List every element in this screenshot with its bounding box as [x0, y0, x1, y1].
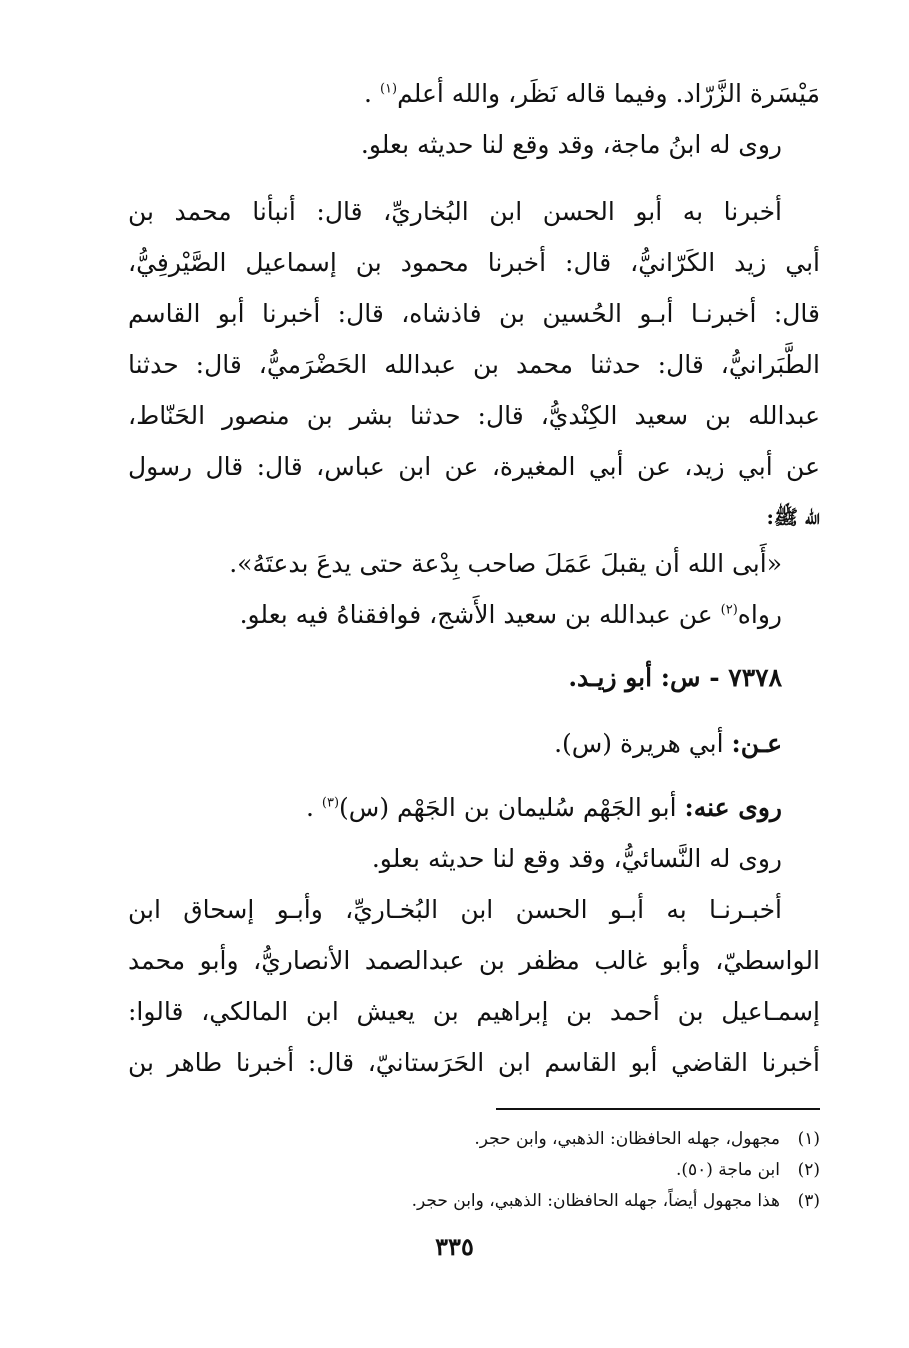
text-line: أخبرنا القاضي أبو القاسم ابن الحَرَستانيّ، قال: أخبرنا طاهر بن — [128, 1048, 820, 1077]
line-end: . — [306, 793, 322, 822]
line-text: أبي هريرة (س). — [554, 729, 732, 758]
text-line: روى له ابنُ ماجة، وقد وقع لنا حديثه بعلو. — [360, 130, 782, 159]
paragraph-isnad-1 — [128, 186, 820, 543]
hadith-text: «أَبى الله أن يقبلَ عَمَلَ صاحب بِدْعة حتى يدعَ بدعتَهُ». — [229, 549, 782, 578]
text-line — [128, 718, 820, 769]
line-end: . — [364, 79, 380, 108]
text-line: أبي زيد الكَرّانيُّ، قال: أخبرنا محمود بن إسماعيل الصَّيْرفِيُّ، — [128, 248, 820, 277]
rawa-block — [128, 782, 820, 884]
page-number: ٣٣٥ — [435, 1232, 474, 1261]
an-label: عـن: — [731, 729, 782, 758]
footnote-text: مجهول، جهله الحافظان: الذهبي، وابن حجر. — [474, 1129, 780, 1149]
text-line: أخبـرنـا به أبـو الحسن ابن البُخـاريِّ، وأبـو إسحاق ابن — [128, 895, 782, 924]
entry-block — [128, 652, 820, 703]
footnote-ref: (٢) — [720, 602, 738, 618]
footnote — [300, 1186, 820, 1217]
line-text: مَيْسَرة الزَّرّاد. وفيما قاله نَظَر، والله أعلم — [397, 79, 820, 108]
line-text: رواه — [737, 600, 782, 629]
line-text: عن عبدالله بن سعيد الأَشج، فوافقناهُ فيه بعلو. — [239, 600, 721, 629]
footnote — [300, 1155, 820, 1186]
hadith-block — [128, 538, 820, 640]
footnote-ref: (١) — [379, 81, 398, 97]
rawa-label: روى عنه: — [684, 793, 782, 822]
text-line: عبدالله بن سعيد الكِنْديُّ، قال: حدثنا بشر بن منصور الحَنّاط، — [128, 401, 820, 430]
footnote-ref: (٣) — [321, 795, 340, 811]
text-line — [128, 68, 820, 119]
text-line: إسمـاعيل بن أحمد بن إبراهيم بن يعيش ابن المالكي، قالوا: — [128, 997, 820, 1026]
footnote-number: (١) — [797, 1129, 820, 1149]
footnote-divider — [496, 1108, 820, 1110]
line-text: أبو الجَهْم سُليمان بن الجَهْم (س) — [339, 793, 685, 822]
text-line — [128, 782, 820, 833]
paragraph-isnad-2 — [128, 884, 820, 1088]
text-line: الواسطيّ، وأبو غالب مظفر بن عبدالصمد الأنصاريُّ، وأبو محمد — [128, 946, 820, 975]
footnote-text: هذا مجهول أيضاً، جهله الحافظان: الذهبي، وابن حجر. — [411, 1191, 780, 1211]
footnote-text: ابن ماجة (٥٠). — [675, 1160, 780, 1180]
top-lines — [128, 68, 820, 170]
footnotes — [300, 1124, 820, 1217]
footnote — [300, 1124, 820, 1155]
text-line: الطَّبَرانيُّ، قال: حدثنا محمد بن عبدالله الحَضْرَميُّ، قال: حدثنا — [128, 350, 820, 379]
footnote-number: (٣) — [797, 1191, 820, 1211]
entry-number: ٧٣٧٨ - س: أبو زيـد. — [568, 663, 782, 692]
text-line — [128, 589, 820, 640]
text-line: عن أبي زيد، عن أبي المغيرة، عن ابن عباس، قال: قال رسول — [128, 452, 820, 481]
text-line: قال: أخبرنـا أبـو الحُسين بن فاذشاه، قال: أخبرنا أبو القاسم — [128, 299, 820, 328]
an-block — [128, 718, 820, 769]
footnote-number: (٢) — [797, 1160, 820, 1180]
text-line: أخبرنا به أبو الحسن ابن البُخاريِّ، قال: أنبأنا محمد بن — [128, 197, 782, 226]
text-line: روى له النَّسائيُّ، وقد وقع لنا حديثه بعلو. — [371, 844, 782, 873]
text-line: الله ﷺ: — [766, 505, 820, 529]
